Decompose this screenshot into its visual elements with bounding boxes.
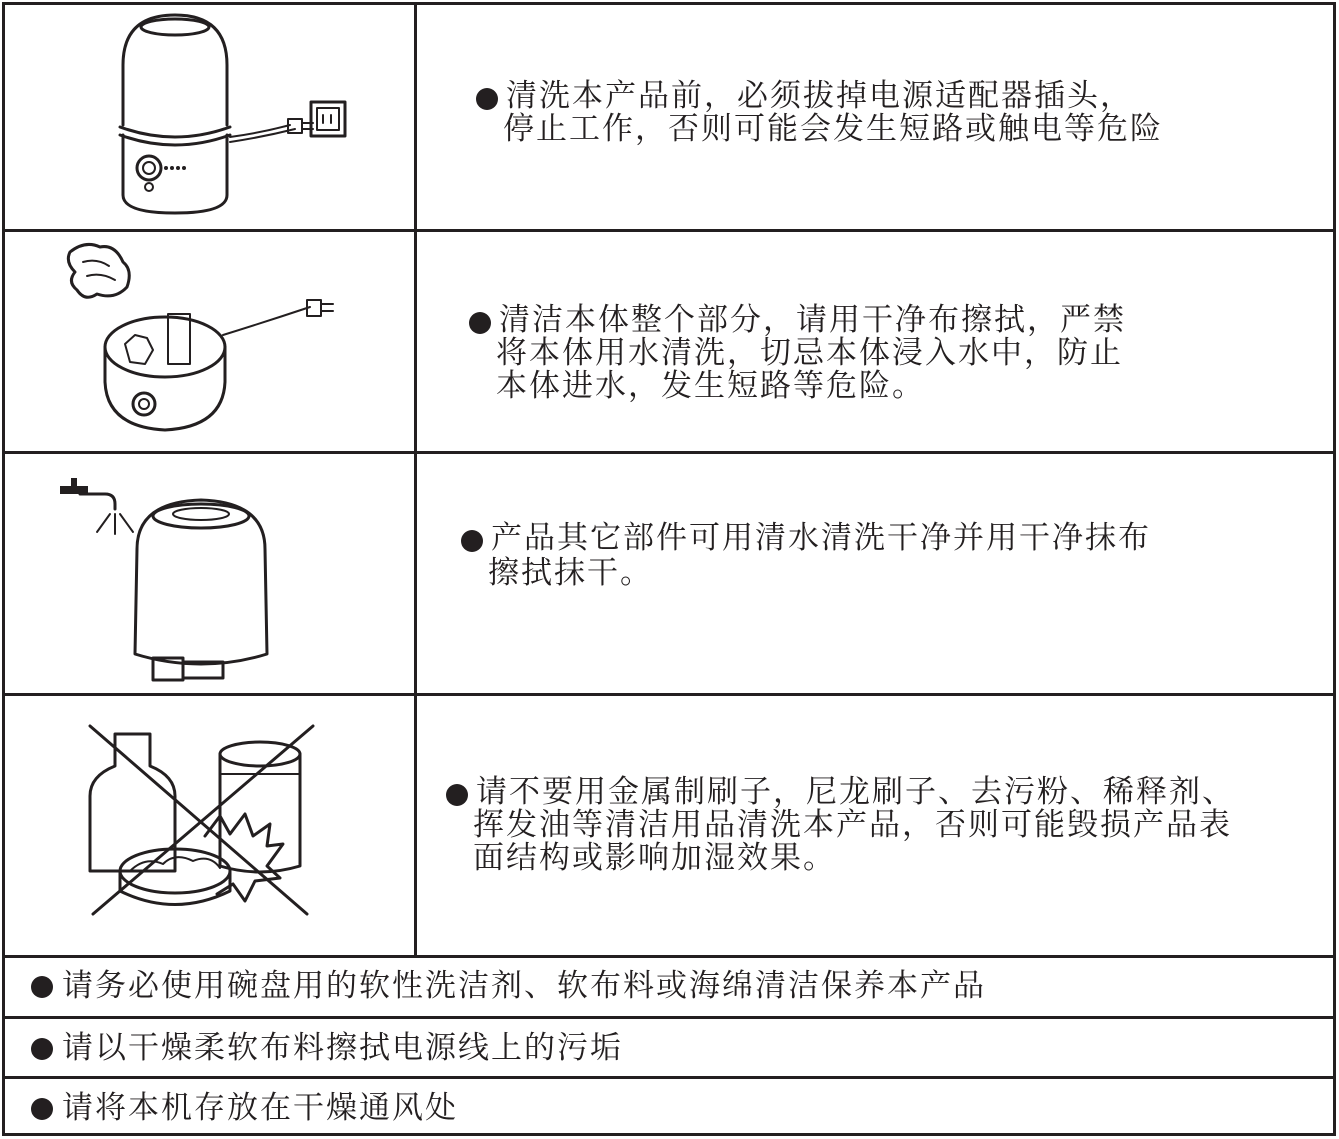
column-divider [414,2,417,957]
prohibited-cleaners-illustration [5,696,414,955]
row-3-line-2: 擦拭抹干。 [488,555,653,591]
row-2-line-3: 本体进水，发生短路等危险。 [496,368,925,404]
row-1-line-2: 停止工作，否则可能会发生短路或触电等危险 [503,111,1163,147]
row-4-line-3: 面结构或影响加湿效果。 [473,840,836,876]
note-2: 请以干燥柔软布料擦拭电源线上的污垢 [62,1030,623,1066]
bullet-icon [31,1098,53,1120]
bullet-icon [31,1038,53,1060]
note-1: 请务必使用碗盘用的软性洗洁剂、软布料或海绵清洁保养本产品 [62,968,986,1004]
row-divider-6 [2,1076,1336,1079]
humidifier-unplug-illustration [5,5,414,229]
row-divider-4 [2,955,1336,958]
bullet-icon [446,784,468,806]
humidifier-base-icon [105,314,225,430]
row-1-line-1: 清洗本产品前，必须拔掉电源适配器插头， [506,78,1133,114]
bullet-icon [469,312,491,334]
jar-icon [220,742,300,872]
row-4-line-1: 请不要用金属制刷子，尼龙刷子、去污粉、稀释剂、 [476,774,1235,810]
row-3-line-1: 产品其它部件可用清水清洗干净并用干净抹布 [491,520,1151,556]
power-plug-icon [230,102,345,142]
row-4-line-2: 挥发油等清洁用品清洗本产品，否则可能毁损产品表 [473,807,1232,843]
bullet-icon [476,88,498,110]
cloth-icon [68,244,129,297]
prohibited-cross-icon [90,726,313,914]
row-divider-5 [2,1016,1336,1019]
row-2-line-2: 将本体用水清洗，切忌本体浸入水中，防止 [496,335,1123,371]
row-2-line-1: 清洁本体整个部分，请用干净布擦拭，严禁 [499,302,1126,338]
water-tap-icon [60,478,133,534]
bullet-icon [461,530,483,552]
wipe-body-illustration [5,232,414,451]
bullet-icon [31,976,53,998]
power-cord-icon [223,300,333,335]
note-3: 请将本机存放在干燥通风处 [62,1090,458,1126]
humidifier-icon [120,15,230,213]
water-tank-icon [135,500,267,680]
rinse-tank-illustration [5,454,414,693]
